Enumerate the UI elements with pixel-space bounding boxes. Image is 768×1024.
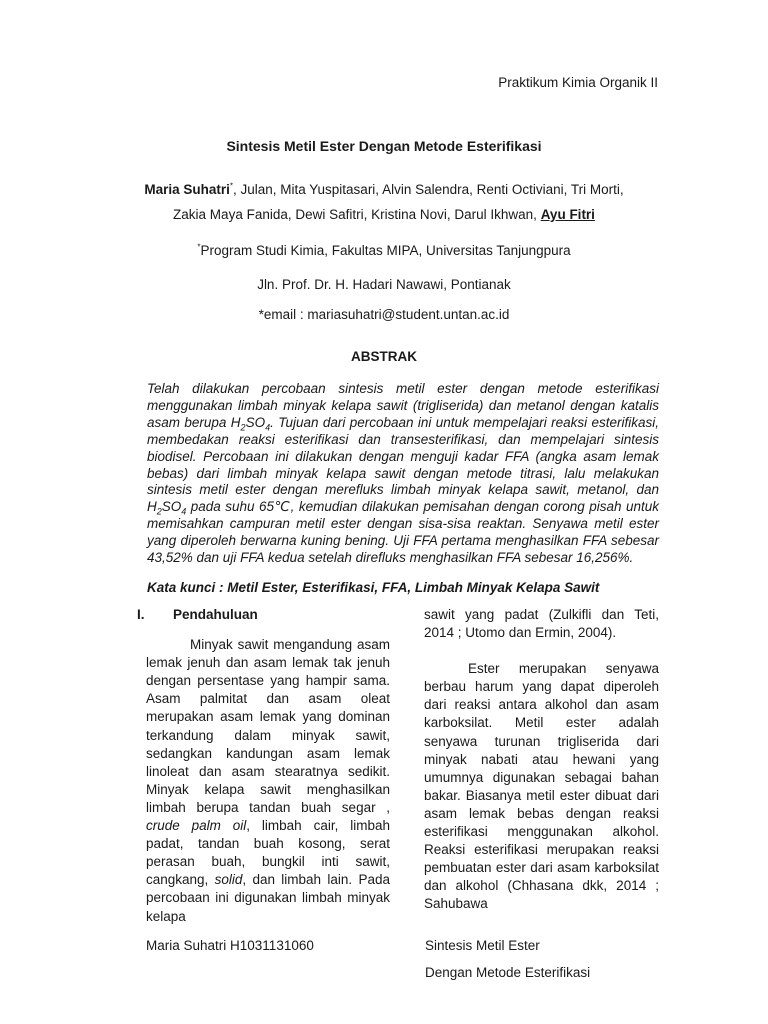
author-line-2: [0, 207, 768, 222]
affiliation-address: Jln. Prof. Dr. H. Hadari Nawawi, Pontianak: [257, 277, 511, 292]
abstract-body: [147, 381, 659, 567]
intro-text-a: Minyak sawit mengandung asam lemak jenuh dan asam lemak tak jenuh dengan persentase yang hampir sama. Asam palmitat dan asam oleat merupakan asam lemak yang dominan terkandung dalam minyak sawit, sedangkan kandungan asam lemak linoleat dan asam stearatnya sedikit. Minyak kelapa sawit menghasilkan limbah berupa tandan buah segar ,: [146, 637, 390, 815]
abstract-sub-4: 4: [181, 507, 187, 518]
intro-italic-2: solid: [214, 872, 243, 888]
left-column: [137, 606, 390, 926]
footer-title-2: Dengan Metode Esterifikasi: [425, 965, 591, 980]
affiliation-institution: [0, 243, 768, 258]
abstract-sub-1: 2: [240, 422, 246, 433]
abstract-sub-3: 2: [156, 507, 162, 518]
abstract-part-4: SO: [161, 499, 182, 515]
footer-title-1: Sintesis Metil Ester: [425, 938, 540, 953]
abstract-part-5: pada suhu 65℃, kemudian dilakukan pemisahan dengan corong pisah untuk memisahkan campuran metil ester dengan sisa-sisa reaktan. Senyawa metil ester yang diperoleh berwarna kuning bening. Uji FFA pertama menghasilkan FFA sebesar 43,52% dan uji FFA kedua setelah direfluks menghasilkan FFA sebesar 16,256%.: [147, 499, 659, 566]
intro-paragraph-continued: sawit yang padat (Zulkifli dan Teti, 2014 ; Utomo dan Ermin, 2004).: [424, 607, 659, 641]
intro-italic-1: crude palm oil: [146, 818, 247, 834]
abstract-part-2: SO: [245, 414, 266, 430]
footer-author: Maria Suhatri H1031131060: [146, 938, 314, 953]
affiliation-mark: *: [197, 242, 201, 252]
author-list-1: , Julan, Mita Yuspitasari, Alvin Salendra, Renti Octiviani, Tri Morti,: [232, 182, 624, 197]
abstract-heading: ABSTRAK: [351, 349, 417, 364]
lead-author-mark: *: [229, 181, 233, 191]
lead-author: Maria Suhatri: [144, 182, 230, 197]
intro-text-b: , limbah cair, limbah padat, tandan buah kosong, serat perasan buah, bungkil inti sawit, cangkang,: [146, 818, 390, 888]
abstract-part-1: Telah dilakukan percobaan sintesis metil ester dengan metode esterifikasi menggunakan limbah minyak kelapa sawit (trigliserida) dan metanol dengan katalis asam berupa H: [147, 381, 659, 430]
affiliation-email: *email : mariasuhatri@student.untan.ac.id: [258, 307, 510, 322]
abstract-sub-2: 4: [265, 422, 271, 433]
intro-text-c: , dan limbah lain. Pada percobaan ini digunakan limbah minyak kelapa: [146, 872, 390, 924]
right-column: [424, 606, 659, 914]
section-heading: [137, 606, 390, 624]
intro-paragraph-1: [137, 636, 390, 926]
keywords: Kata kunci : Metil Ester, Esterifikasi, FFA, Limbah Minyak Kelapa Sawit: [147, 580, 600, 595]
section-title: Pendahuluan: [173, 607, 258, 622]
intro-paragraph-2: Ester merupakan senyawa berbau harum yang dapat diperoleh dari reaksi antara alkohol dan asam karboksilat. Metil ester adalah senyawa turunan trigliserida dari minyak nabati atau hewani yang umumnya digunakan sebagai bahan bakar. Biasanya metil ester dibuat dari asam lemak bebas dengan reaksi esterifikasi menggunakan alkohol. Reaksi esterifikasi merupakan reaksi pembuatan ester dari asam karboksilat dan alkohol (Chhasana dkk, 2014 ; Sahubawa: [424, 661, 659, 912]
last-author: Ayu Fitri: [540, 207, 595, 222]
abstract-part-3: . Tujuan dari percobaan ini untuk mempelajari reaksi esterifikasi, membedakan reaksi esterifikasi dan transesterifikasi, dan mempelajari sintesis biodisel. Percobaan ini dilakukan dengan menguji kadar FFA (angka asam lemak bebas) dari limbah minyak kelapa sawit dengan metode titrasi, lalu melakukan sintesis metil ester dengan merefluks limbah minyak kelapa sawit, metanol, dan H: [147, 414, 659, 515]
section-number: I.: [137, 607, 145, 622]
institution-text: Program Studi Kimia, Fakultas MIPA, Universitas Tanjungpura: [200, 243, 571, 258]
running-header: Praktikum Kimia Organik II: [498, 75, 658, 90]
author-line-1: [0, 182, 768, 197]
author-list-2: Zakia Maya Fanida, Dewi Safitri, Kristina Novi, Darul Ikhwan,: [173, 207, 541, 222]
paragraph-gap: [424, 642, 659, 660]
paper-title: Sintesis Metil Ester Dengan Metode Esterifikasi: [226, 138, 542, 154]
